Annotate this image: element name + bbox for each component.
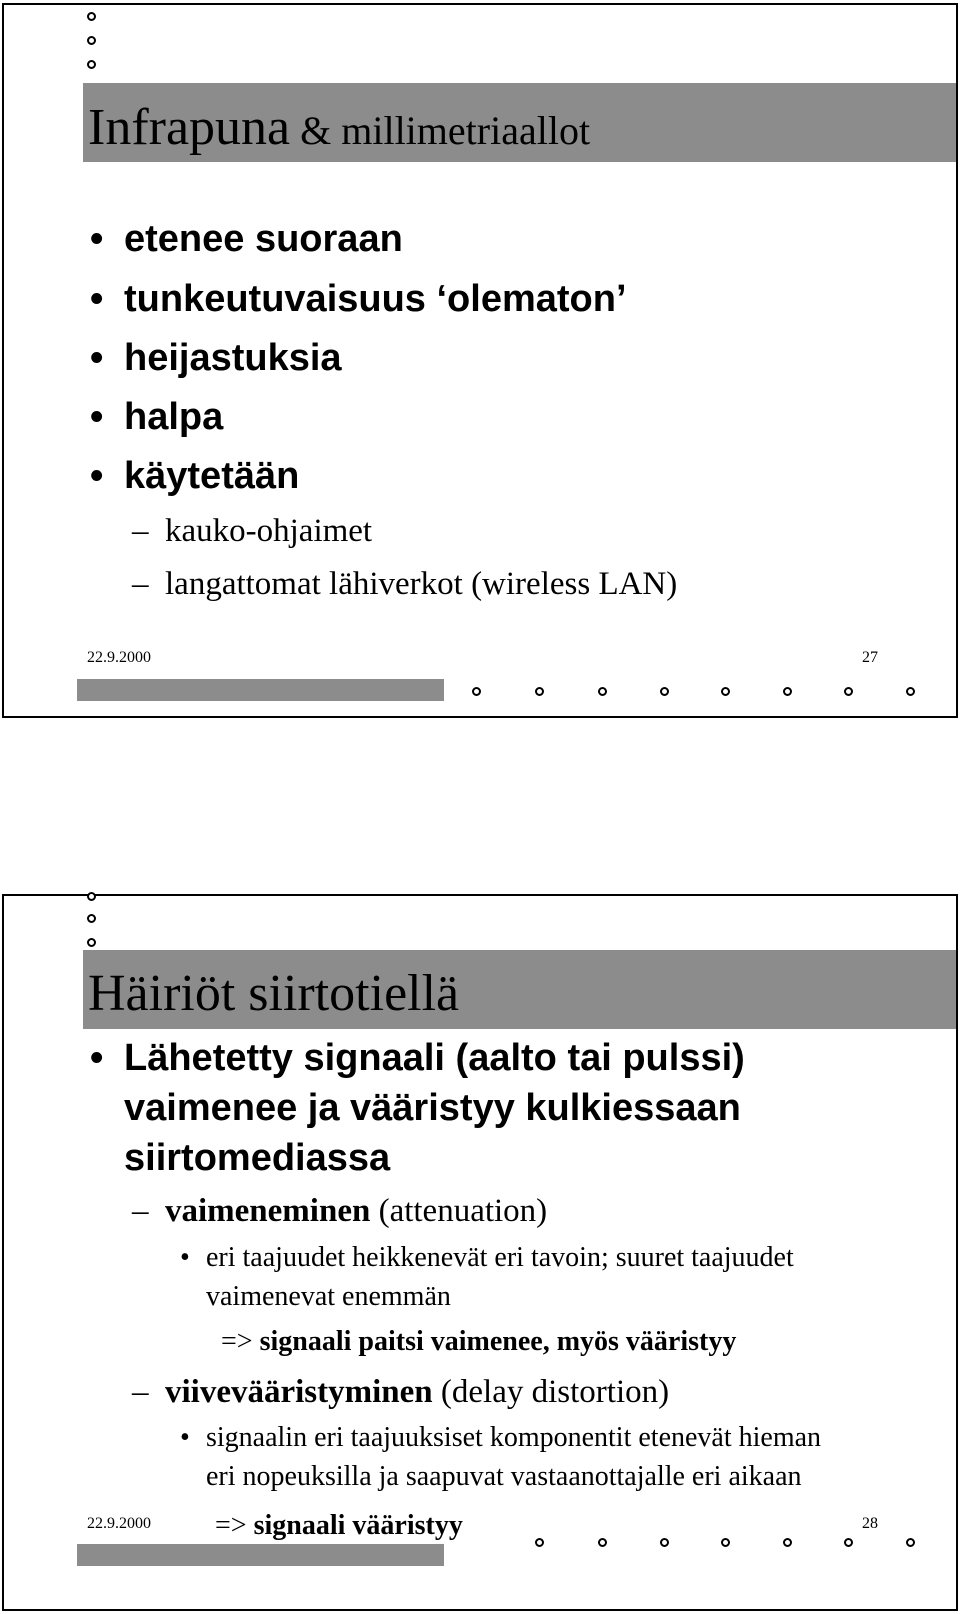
decorative-dot <box>598 1538 607 1547</box>
bullet-text: siirtomediassa <box>124 1137 391 1179</box>
sub-bullet-text: langattomat lähiverkot (wireless LAN) <box>165 566 678 602</box>
bullet-text: käytetään <box>124 455 300 497</box>
footer-bar <box>77 1544 444 1566</box>
bullet-icon: • <box>90 455 104 497</box>
decorative-dot <box>721 687 730 696</box>
arrow-prefix: => <box>215 1510 254 1541</box>
detail-text: eri taajuudet heikkenevät eri tavoin; suuret taajuudet <box>206 1242 794 1273</box>
footer-date: 22.9.2000 <box>87 649 151 666</box>
footer-bar <box>77 679 444 701</box>
decorative-dot <box>660 687 669 696</box>
sub-bullet-term: viivevääristyminen <box>165 1374 433 1410</box>
decorative-dot <box>783 1538 792 1547</box>
decorative-dot <box>906 1538 915 1547</box>
detail-text: signaalin eri taajuuksiset komponentit etenevät hieman <box>206 1422 822 1453</box>
detail-text: vaimenevat enemmän <box>206 1281 451 1312</box>
decorative-dot <box>783 687 792 696</box>
bullet-text: Lähetetty signaali (aalto tai pulssi) <box>124 1037 745 1079</box>
decorative-dot <box>87 914 96 923</box>
dash-icon: – <box>132 1193 149 1229</box>
bullet-text: vaimenee ja vääristyy kulkiessaan <box>124 1087 741 1129</box>
sub-bullet-text <box>165 1376 669 1409</box>
slide-title <box>88 98 590 157</box>
decorative-dot <box>660 1538 669 1547</box>
decorative-dot <box>472 687 481 696</box>
conclusion-text: signaali paitsi vaimenee, myös vääristyy <box>259 1326 737 1357</box>
conclusion-text: signaali vääristyy <box>253 1510 463 1541</box>
sub-bullet-term: vaimeneminen <box>165 1193 371 1229</box>
bullet-icon: • <box>90 337 104 379</box>
decorative-dot <box>535 687 544 696</box>
bullet-text: etenee suoraan <box>124 218 403 260</box>
slide-title: Häiriöt siirtotiellä <box>88 965 460 1022</box>
decorative-dot <box>906 687 915 696</box>
bullet-icon: • <box>90 278 104 320</box>
page-number: 27 <box>862 649 878 666</box>
footer-date: 22.9.2000 <box>87 1515 151 1532</box>
bullet-icon: • <box>180 1242 190 1273</box>
decorative-dot <box>535 1538 544 1547</box>
bullet-text: halpa <box>124 396 224 438</box>
bullet-icon: • <box>90 218 104 260</box>
dash-icon: – <box>132 566 149 602</box>
conclusion-line <box>221 1328 736 1356</box>
bullet-text: heijastuksia <box>124 337 342 379</box>
decorative-dot <box>598 687 607 696</box>
decorative-dot <box>844 687 853 696</box>
sub-bullet-gloss: (delay distortion) <box>432 1374 670 1410</box>
detail-text: eri nopeuksilla ja saapuvat vastaanottajalle eri aikaan <box>206 1461 802 1492</box>
decorative-dot <box>87 892 96 901</box>
arrow-prefix: => <box>221 1326 260 1357</box>
dash-icon: – <box>132 513 149 549</box>
slide-28 <box>2 894 958 1611</box>
bullet-icon: • <box>90 1037 104 1079</box>
decorative-dot <box>87 60 96 69</box>
bullet-icon: • <box>90 396 104 438</box>
sub-bullet-gloss: (attenuation) <box>370 1193 548 1229</box>
title-main: Infrapuna <box>88 99 291 156</box>
decorative-dot <box>87 12 96 21</box>
bullet-icon: • <box>180 1422 190 1453</box>
bullet-text: tunkeutuvaisuus ‘olematon’ <box>124 278 627 320</box>
decorative-dot <box>87 36 96 45</box>
decorative-dot <box>87 938 96 947</box>
decorative-dot <box>844 1538 853 1547</box>
title-rest: & millimetriaallot <box>290 108 591 153</box>
page-number: 28 <box>862 1515 878 1532</box>
dash-icon: – <box>132 1374 149 1410</box>
slide-27 <box>2 3 958 718</box>
decorative-dot <box>721 1538 730 1547</box>
conclusion-line <box>215 1512 463 1540</box>
sub-bullet-text <box>165 1195 547 1228</box>
sub-bullet-text: kauko-ohjaimet <box>165 513 373 549</box>
